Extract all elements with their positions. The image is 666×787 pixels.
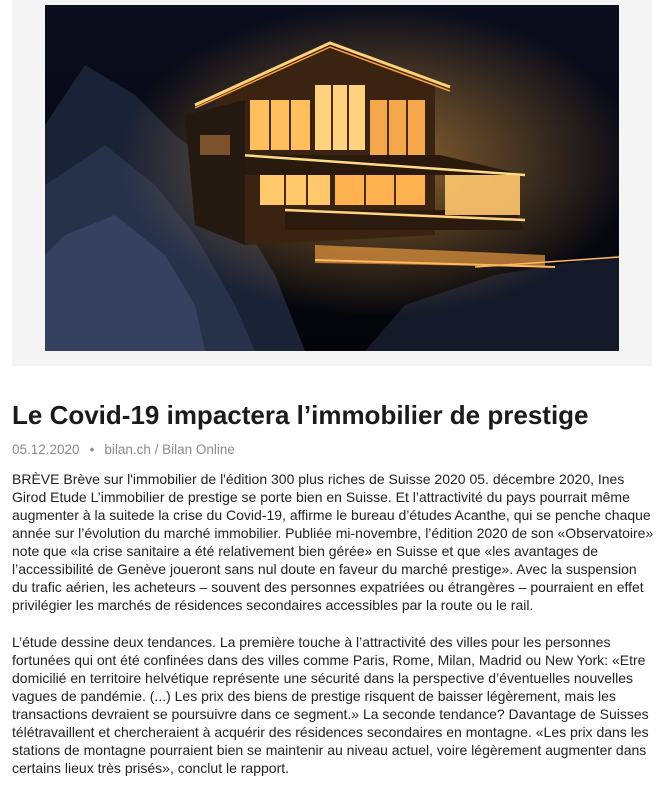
article-date: 05.12.2020 [12,442,80,457]
meta-separator: • [89,442,95,457]
article-paragraph: BRÈVE Brève sur l'immobilier de l'édition 300 plus riches de Suisse 2020 05. décembre 2020, Ines Girod Etude L’immobilier de prestige se porte bien en Suisse. Et l’attractivité du pays pourrait même augmenter à la suitede la crise du Covid-19, affirme le bureau d’études Acanthe, qui se penche chaque année sur l’évolution du marché immobilier. Publiée mi-novembre, l’édition 2020 de son «Observatoire» note que «la crise sanitaire a été relativement bien gérée» en Suisse et que «les avantages de l’accessibilité de Genève joueront sans nul doute en faveur du marché prestige». Avec la suspension du trafic aérien, les acheteurs – souvent des personnes expatriées ou étrangères – pourraient en effet privilégier les marchés de résidences secondaires accessibles par la route ou le rail. [12,471,654,613]
article-source: bilan.ch / Bilan Online [104,442,235,457]
article-meta [12,442,235,457]
article-paragraph: L’étude dessine deux tendances. La première touche à l’attractivité des villes pour les personnes fortunées qui ont été confinées dans des villes comme Paris, Rome, Milan, Madrid ou New York: «Etre domicilié en territoire helvétique représente une sécurité dans la perspective d’éventuelles nouvelles vagues de pandémie. (...) Les prix des biens de prestige risquent de baisser légèrement, mais les transactions devraient se poursuivre dans ce segment.» La seconde tendance? Davantage de Suisses télétravaillent et chercheraient à acquérir des résidences secondaires en montagne. «Les prix dans les stations de montagne pourraient bien se maintenir au niveau actuel, voire légèrement augmenter dans certains lieux très prisés», conclut le rapport. [12,634,649,776]
article-title: Le Covid-19 impactera l’immobilier de prestige [12,400,589,430]
hero-image [45,5,619,351]
